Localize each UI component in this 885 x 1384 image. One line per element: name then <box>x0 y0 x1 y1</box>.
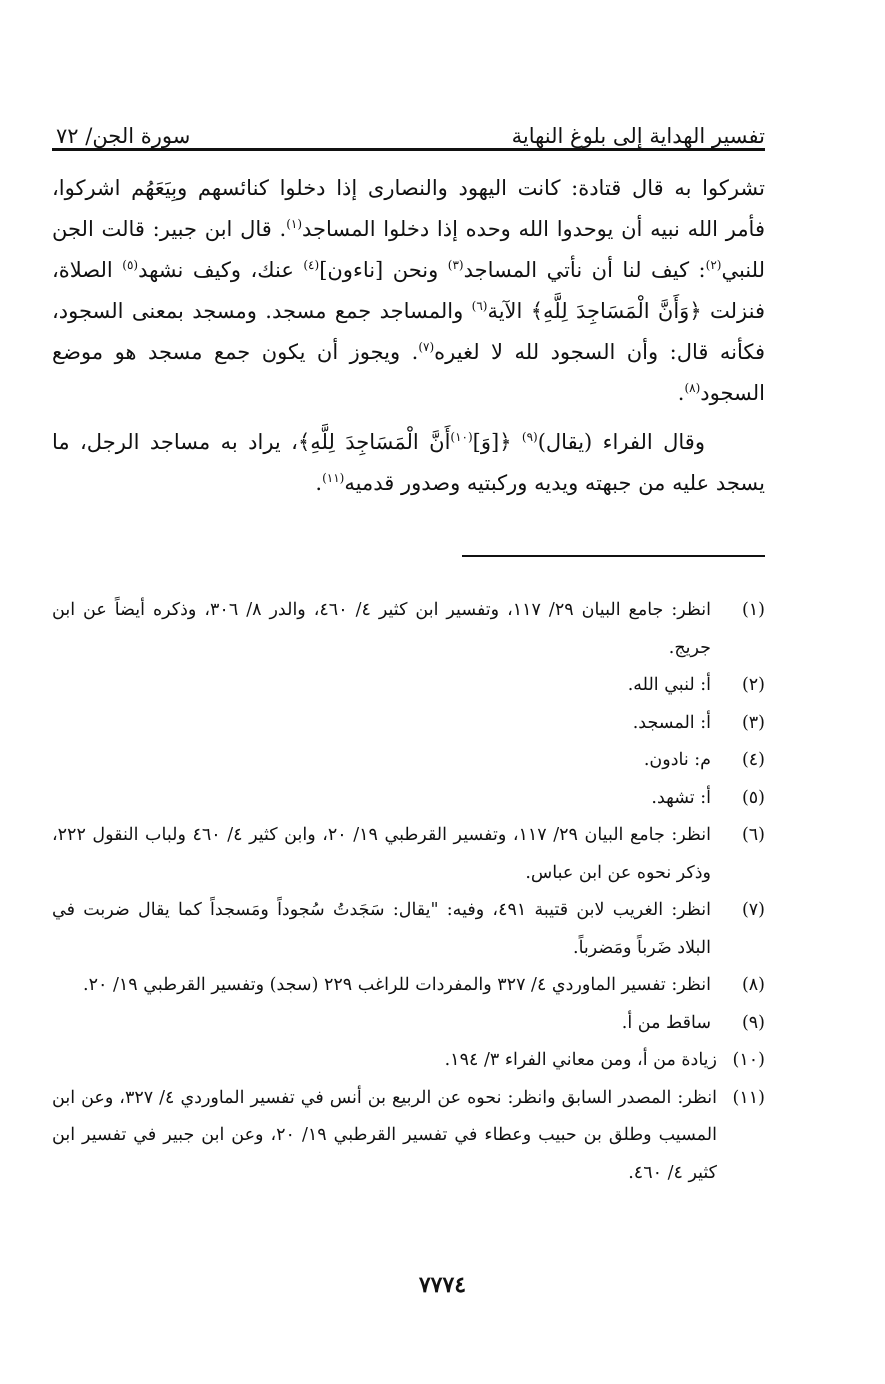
footnote-text: أ: لنبي الله. <box>627 675 711 695</box>
footnote <box>52 817 765 892</box>
footnote-marker: (١) <box>286 217 303 231</box>
footnote-text: انظر: جامع البيان ٢٩/ ١١٧، وتفسير ابن كثير ٤/ ٤٦٠، والدر ٨/ ٣٠٦، وذكره أيضاً عن ابن جريج. <box>52 600 711 658</box>
footnote <box>52 742 765 780</box>
footnote <box>52 1042 765 1080</box>
footnote-marker: (١٠) <box>450 430 473 444</box>
footnote-marker: (٧) <box>418 340 435 354</box>
footnote <box>52 967 765 1005</box>
footnote-marker: (١١) <box>322 471 345 485</box>
footnote-separator <box>462 555 765 557</box>
footnote-text: انظر: جامع البيان ٢٩/ ١١٧، وتفسير القرطبي ١٩/ ٢٠، وابن كثير ٤/ ٤٦٠ ولباب النقول ٢٢٢، وذكر نحوه عن ابن عباس. <box>52 825 711 883</box>
footnote <box>52 705 765 743</box>
footnote <box>52 667 765 705</box>
footnote-text: ساقط من أ. <box>621 1012 711 1033</box>
footnote-text: أ: تشهد. <box>651 787 711 808</box>
paragraph-2: وقال الفراء (يقال)$^{(٩)}$ ﴿[وَ]$^{(١٠)}$أَنَّ الْمَسَاجِدَ لِلَّهِ﴾، يراد به مساجد الرجل، ما يسجد عليه من جبهته ويديه وركبتيه وصدور قدميه$^{(١١)}$. <box>52 430 765 495</box>
footnote-number: (٣) <box>741 712 765 733</box>
footnote-text: أ: المسجد. <box>632 712 711 733</box>
footnote-number: (١) <box>741 600 765 620</box>
footnotes <box>52 592 765 1192</box>
footnote-marker: (٥) <box>122 258 139 272</box>
footnote-text: انظر: المصدر السابق وانظر: نحوه عن الربيع بن أنس في تفسير الماوردي ٤/ ٣٢٧، وعن ابن المسيب وطلق بن حبيب وعطاء في تفسير القرطبي ١٩/ ٢٠، وعن ابن جبير في تفسير ابن كثير ٤/ ٤٦٠. <box>52 1087 717 1183</box>
main-text <box>52 168 765 504</box>
footnote-number: (٥) <box>741 787 765 808</box>
footnote-marker: (٣) <box>447 258 464 272</box>
footnote-number: (٦) <box>741 825 765 845</box>
footnote <box>52 1005 765 1043</box>
footnote-number: (٩) <box>741 1012 765 1033</box>
footnote-number: (٤) <box>741 750 765 770</box>
footnote <box>52 780 765 818</box>
footnote-number: (٧) <box>741 900 765 920</box>
paragraph-1: تشركوا به قال قتادة: كانت اليهود والنصارى إذا دخلوا كنائسهم وبِيَعَهُم اشركوا، فأمر الله نبيه أن يوحدوا الله وحده إذا دخلوا المساجد$^{(١)}$. قال ابن جبير: قالت الجن للنبي$^{(٢)}$: كيف لنا أن نأتي المساجد$^{(٣)}$ ونحن [ناءون]$^{(٤)}$ عنك، وكيف نشهد$^{(٥)}$ الصلاة، فنزلت ﴿وَأَنَّ الْمَسَاجِدَ لِلَّهِ﴾ الآية$^{(٦)}$ والمساجد جمع مسجد. ومسجد بمعنى السجود، فكأنه قال: وأن السجود لله لا لغيره$^{(٧)}$. ويجوز أن يكون جمع مسجد هو موضع السجود$^{(٨)}$. <box>52 176 765 405</box>
surah-title: سورة الجن/ ٧٢ <box>56 124 191 148</box>
footnote-marker: (٩) <box>521 430 538 444</box>
footnote-number: (٨) <box>741 975 765 995</box>
footnote-marker: (٦) <box>471 299 488 313</box>
footnote-text: زيادة من أ، ومن معاني الفراء ٣/ ١٩٤. <box>444 1050 717 1070</box>
footnote-marker: (٨) <box>684 381 701 395</box>
footnote-text: م: نادون. <box>643 750 711 770</box>
footnote <box>52 1080 765 1193</box>
book-title: تفسير الهداية إلى بلوغ النهاية <box>511 124 765 148</box>
footnote-text: انظر: الغريب لابن قتيبة ٤٩١، وفيه: "يقال: سَجَدتُ سُجوداً ومَسجداً كما يقال ضربت في البلاد ضَرباً ومَضرباً. <box>52 900 711 958</box>
footnote-number: (١١) <box>732 1087 765 1108</box>
header-rule <box>52 148 765 151</box>
footnote <box>52 892 765 967</box>
footnote-text: انظر: تفسير الماوردي ٤/ ٣٢٧ والمفردات للراغب ٢٢٩ (سجد) وتفسير القرطبي ١٩/ ٢٠. <box>83 975 711 995</box>
page-number: ٧٧٧٤ <box>418 1272 467 1298</box>
footnote <box>52 592 765 667</box>
running-header <box>56 108 765 148</box>
footnote-marker: (٤) <box>303 258 320 272</box>
footnote-number: (١٠) <box>732 1050 765 1070</box>
footnote-number: (٢) <box>741 675 765 695</box>
footnote-marker: (٢) <box>705 258 722 272</box>
